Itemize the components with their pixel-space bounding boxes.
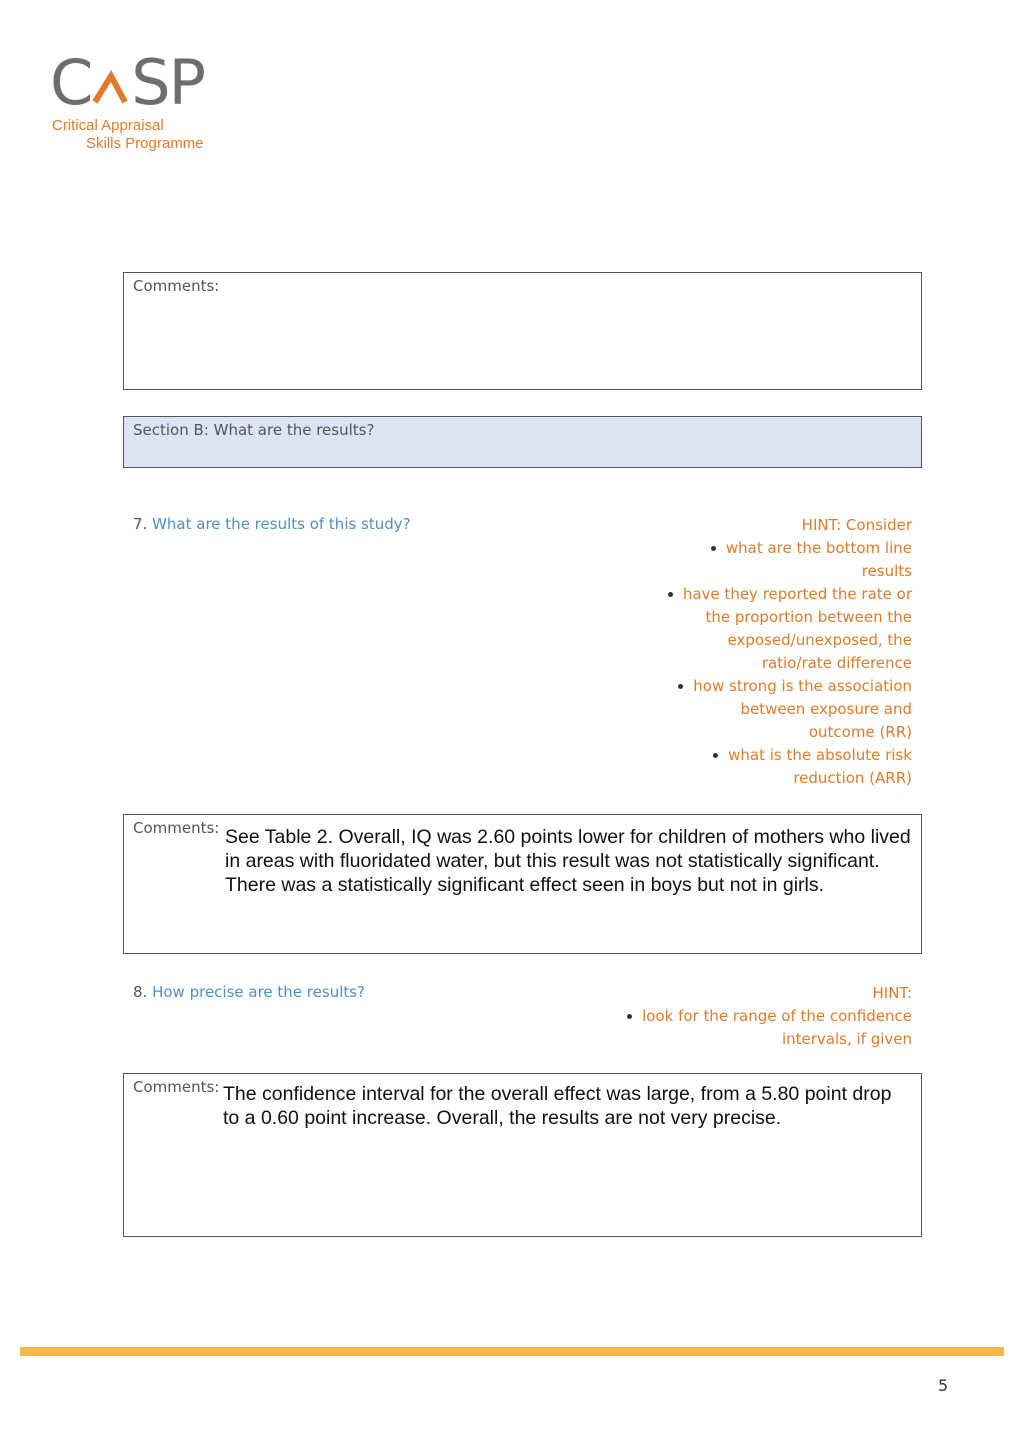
bullet-icon	[627, 1014, 632, 1019]
bullet-icon	[713, 753, 718, 758]
question-7-comments-box[interactable]	[123, 814, 922, 954]
question-8-hint	[572, 982, 912, 1051]
hint-item: look for the range of the confidence intervals, if given	[572, 1005, 912, 1051]
bullet-icon	[711, 546, 716, 551]
bullet-icon	[668, 592, 673, 597]
logo-caret-icon	[91, 58, 131, 118]
comments-label: Comments:	[133, 819, 220, 837]
page-number: 5	[938, 1376, 949, 1395]
question-7	[133, 515, 411, 533]
footer-bar	[20, 1347, 1004, 1356]
question-7-text: What are the results of this study?	[152, 515, 411, 533]
question-8-answer: The confidence interval for the overall effect was large, from a 5.80 point drop to a 0.60 point increase. Overall, the results are not very precise.	[223, 1083, 892, 1129]
comments-label: Comments:	[133, 277, 220, 295]
logo-letter-c: C	[50, 46, 92, 119]
question-8-text: How precise are the results?	[152, 983, 366, 1001]
bullet-icon	[678, 684, 683, 689]
casp-logo	[50, 48, 204, 118]
comments-label: Comments:	[133, 1078, 220, 1096]
hint-list	[592, 537, 912, 790]
section-b-header	[123, 416, 922, 468]
hint-item: have they reported the rate or the proportion between the exposed/unexposed, the ratio/rate difference	[592, 583, 912, 675]
hint-item: what is the absolute risk reduction (ARR)	[592, 744, 912, 790]
top-comments-box	[123, 272, 922, 390]
section-b-title: Section B: What are the results?	[133, 421, 375, 439]
question-8-number: 8.	[133, 983, 148, 1001]
hint-item: how strong is the association between exposure and outcome (RR)	[592, 675, 912, 744]
hint-item: what are the bottom line results	[592, 537, 912, 583]
hint-title: HINT:	[872, 984, 912, 1002]
question-8	[133, 983, 365, 1001]
question-8-comments-box[interactable]	[123, 1073, 922, 1237]
logo-line-2: Skills Programme	[86, 135, 204, 152]
question-7-number: 7.	[133, 515, 148, 533]
hint-list	[572, 1005, 912, 1051]
hint-title: HINT: Consider	[801, 516, 912, 534]
question-7-answer: See Table 2. Overall, IQ was 2.60 points lower for children of mothers who lived in areas with fluoridated water, but this result was not statistically significant. There was a statistically significant effect seen in boys but not in girls.	[225, 826, 911, 896]
question-7-hint	[592, 514, 912, 790]
logo-letters-sp: SP	[131, 46, 205, 119]
logo-line-1: Critical Appraisal	[52, 117, 164, 134]
